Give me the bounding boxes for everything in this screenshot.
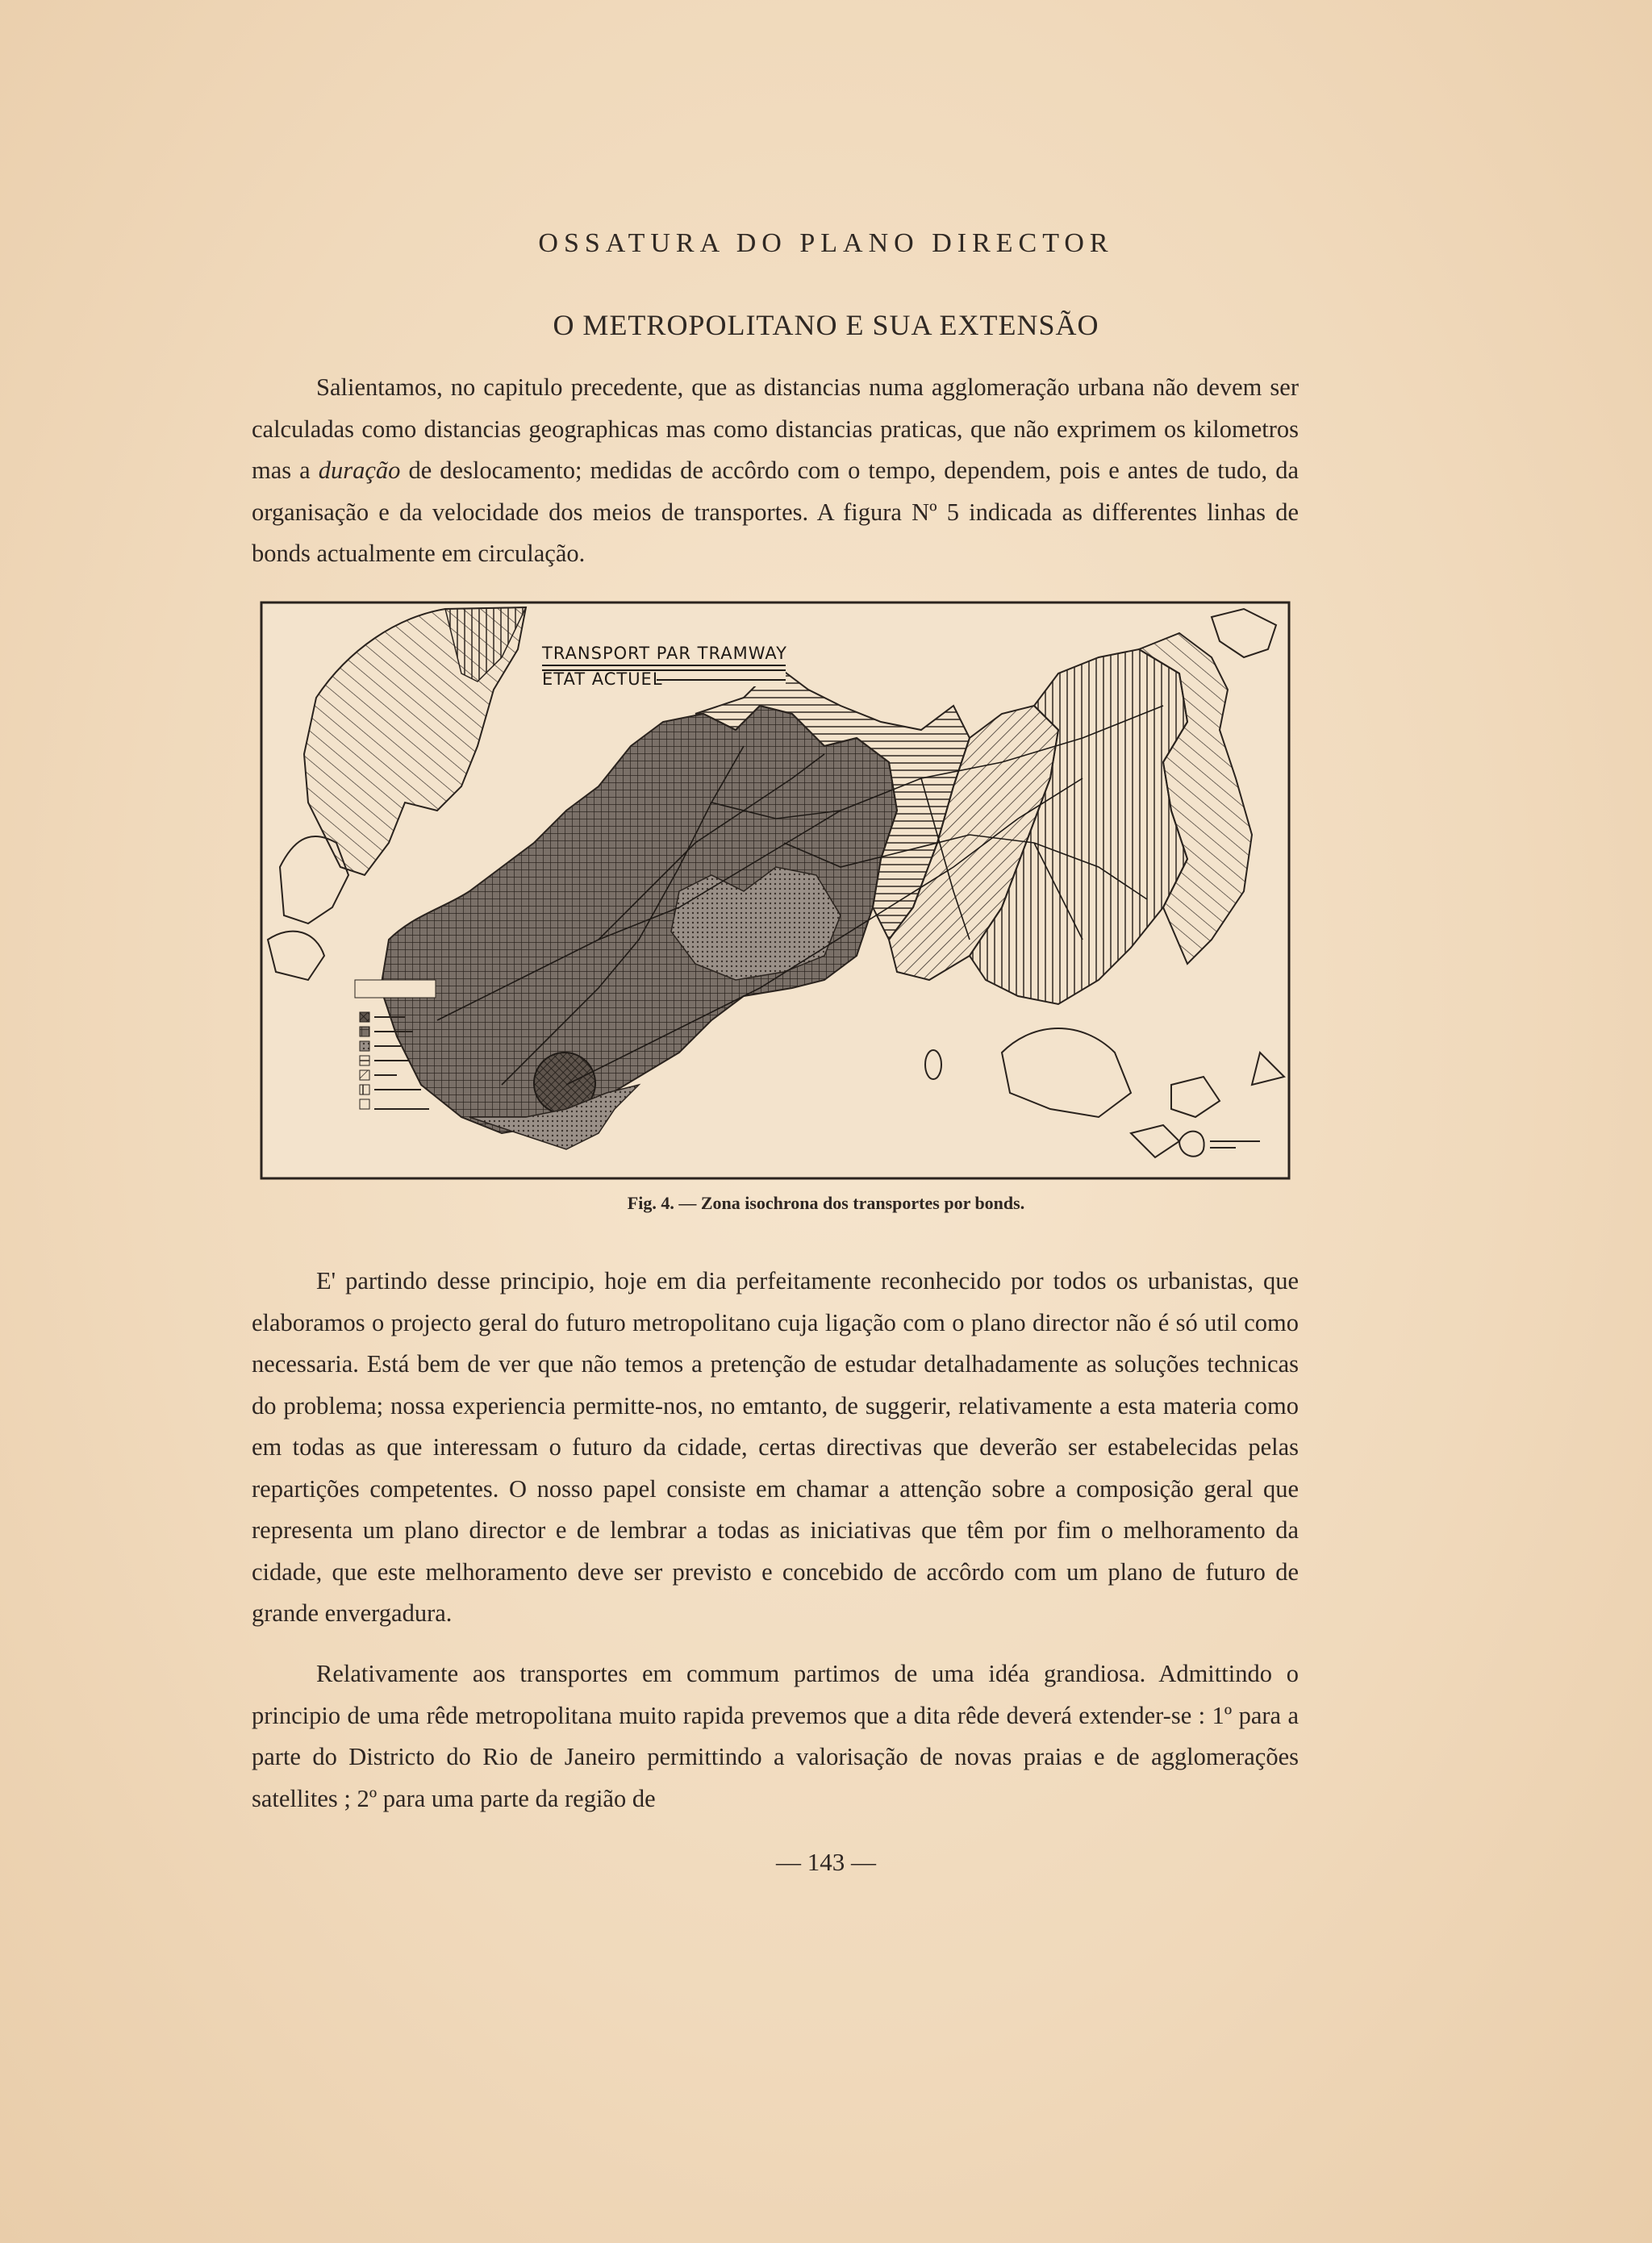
tramway-map-figure [260, 601, 1291, 1180]
page-number: — 143 — [776, 1848, 876, 1876]
map-title-line2: ETAT ACTUEL [542, 669, 663, 689]
section-title: O METROPOLITANO E SUA EXTENSÃO [553, 309, 1099, 341]
paragraph-principle-text: E' partindo desse principio, hoje em dia perfeitamente reconhecido por todos os urbanistas, que elaboramos o projecto geral do futuro metropolitano cuja ligação com o plano director não é só util como necessaria. Está bem de ver que não temos a pretenção de estudar detalhadamente as soluções technicas do problema; nossa experiencia permitte-nos, no emtanto, de suggerir, relativamente a esta materia como em todas as que interessam o futuro da cidade, certas directivas que deverão ser estabelecidas pelas repartições competentes. O nosso papel consiste em chamar a attenção sobre a composição geral que representa um plano director e de lembrar a todas as iniciativas que têm por fim o melhoramento da cidade, que este melhoramento deve ser previsto e concebido de accôrdo com um plano de futuro de grande envergadura. [252, 1267, 1299, 1627]
figure-caption: Fig. 4. — Zona isochrona dos transportes por bonds. [627, 1193, 1025, 1213]
map-title-line1: TRANSPORT PAR TRAMWAY [542, 644, 787, 663]
paragraph-intro [252, 367, 1299, 575]
paragraph-principle [252, 1261, 1299, 1635]
paragraph-intro-text-b: de deslocamento; medidas de accôrdo com o tempo, dependem, pois e antes de tudo, da organisação e da velocidade dos meios de transportes. A figura Nº 5 indicada as differentes linhas de bonds actualmente em circulação. [252, 457, 1299, 567]
tramway-map [260, 601, 1291, 1180]
paragraph-intro-text-a: Salientamos, no capitulo precedente, que as distancias numa agglomeração urbana não devem ser calculadas como distancias geographicas mas como distancias praticas, que não exprimem os kilometros mas a [252, 373, 1299, 484]
running-head: OSSATURA DO PLANO DIRECTOR [538, 228, 1114, 258]
paragraph-transport-text: Relativamente aos transportes em commum partimos de uma idéa grandiosa. Admittindo o principio de uma rêde metropolitana muito rapida prevemos que a dita rêde deverá extender-se : 1º para a parte do Districto do Rio de Janeiro permittindo a valorisação de novas praias e de agglomerações satellites ; 2º para uma parte da região de [252, 1660, 1299, 1812]
paragraph-transport [252, 1653, 1299, 1820]
paragraph-intro-italic: duração [318, 457, 401, 484]
